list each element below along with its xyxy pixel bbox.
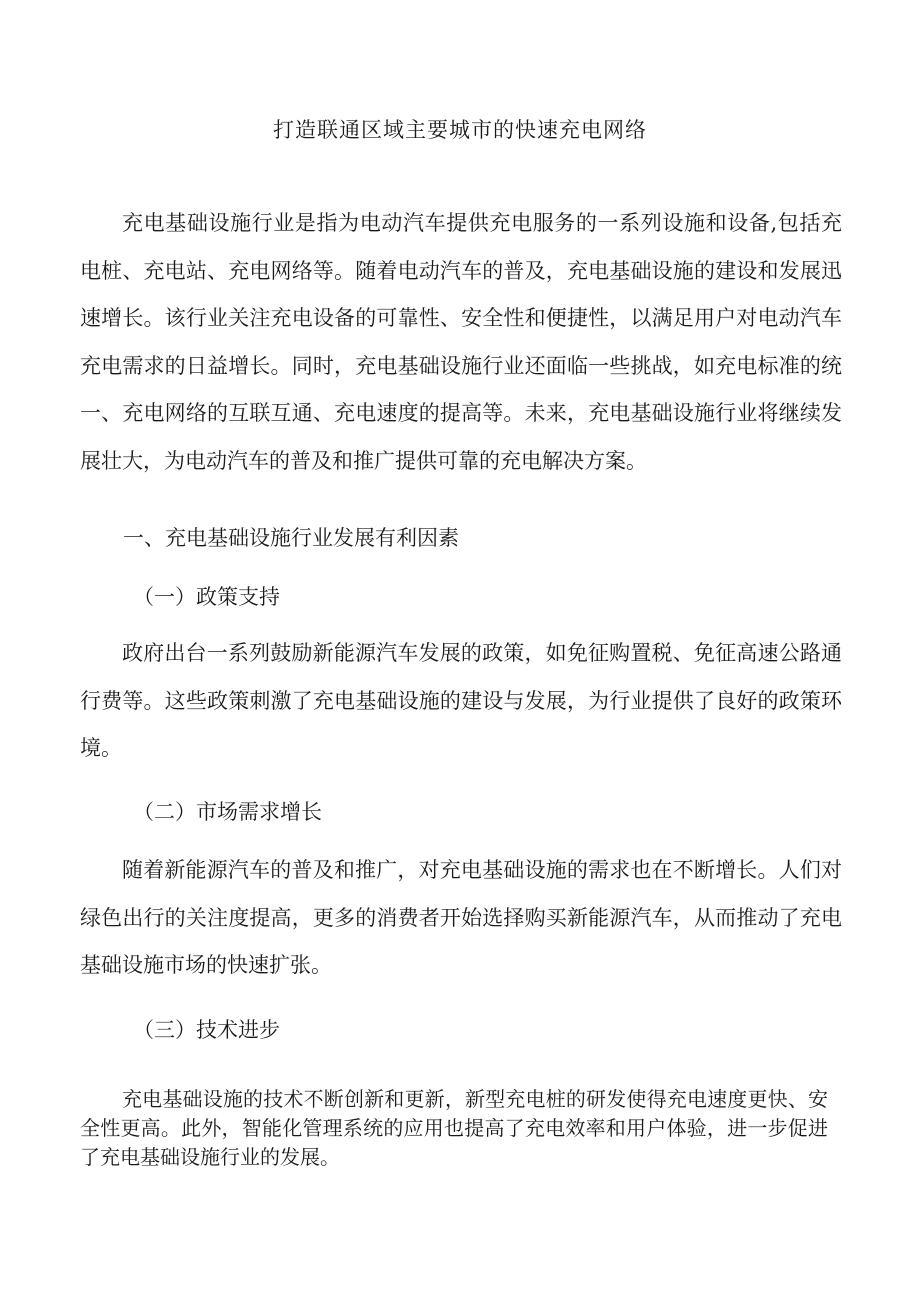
subheading-technology-progress: （三）技术进步	[133, 1018, 280, 1042]
intro-paragraph: 充电基础设施行业是指为电动汽车提供充电服务的一系列设施和设备,包括充电桩、充电站、充电网络等。随着电动汽车的普及，充电基础设施的建设和发展迅速增长。该行业关注充电设备的可靠性、安全性和便捷性，以满足用户对电动汽车充电需求的日益增长。同时，充电基础设施行业还面临一些挑战，如充电标准的统一、充电网络的互联互通、充电速度的提高等。未来，充电基础设施行业将继续发展壮大，为电动汽车的普及和推广提供可靠的充电解决方案。	[80, 211, 842, 473]
document-title: 打造联通区域主要城市的快速充电网络	[273, 118, 647, 142]
subheading-policy-support: （一）政策支持	[133, 585, 280, 609]
policy-support-paragraph: 政府出台一系列鼓励新能源汽车发展的政策，如免征购置税、免征高速公路通行费等。这些政策刺激了充电基础设施的建设与发展，为行业提供了良好的政策环境。	[80, 641, 842, 760]
technology-progress-paragraph: 充电基础设施的技术不断创新和更新，新型充电桩的研发使得充电速度更快、安全性更高。此外，智能化管理系统的应用也提高了充电效率和用户体验，进一步促进了充电基础设施行业的发展。	[80, 1087, 828, 1169]
subheading-market-demand: （二）市场需求增长	[133, 800, 322, 824]
section-heading-favorable-factors: 一、充电基础设施行业发展有利因素	[123, 526, 459, 550]
market-demand-paragraph: 随着新能源汽车的普及和推广，对充电基础设施的需求也在不断增长。人们对绿色出行的关注度提高，更多的消费者开始选择购买新能源汽车，从而推动了充电基础设施市场的快速扩张。	[80, 858, 842, 977]
